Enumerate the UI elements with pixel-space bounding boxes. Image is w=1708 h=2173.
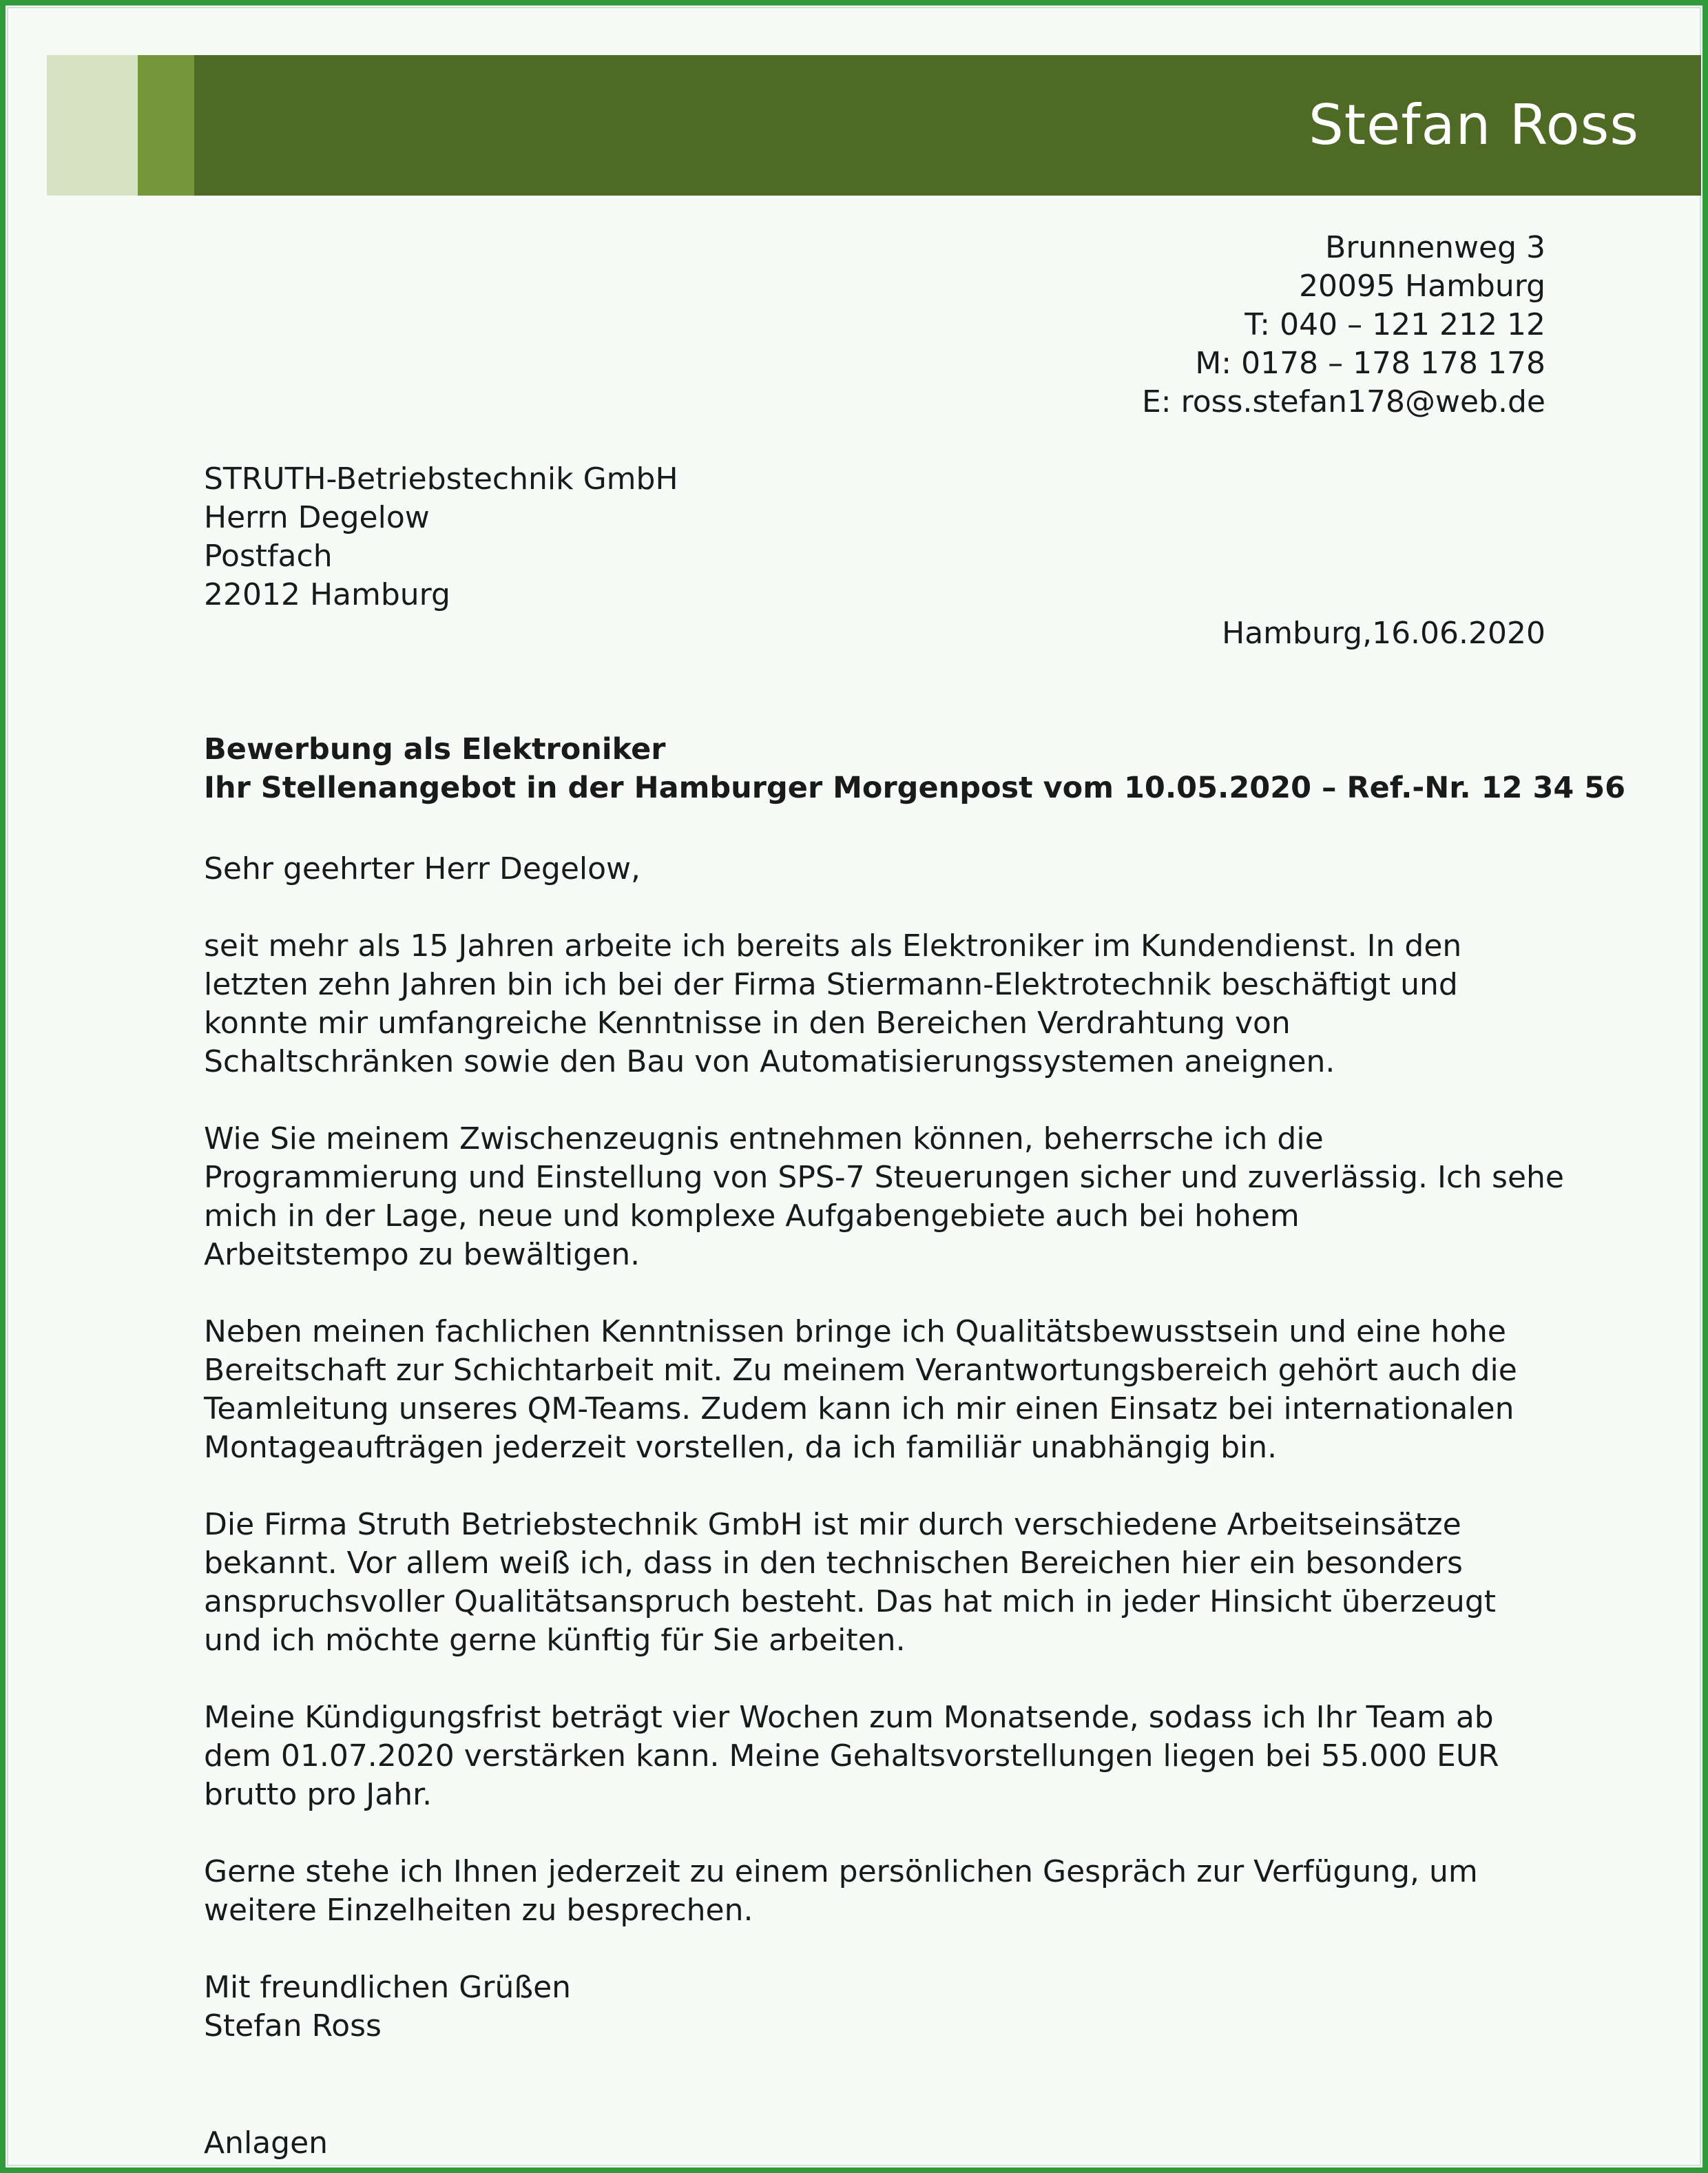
header-name: Stefan Ross [1309,93,1639,157]
closing [204,1968,571,2046]
paragraph-line: Schaltschränken sowie den Bau von Automatisierungssystemen aneignen. [204,1044,1335,1079]
paragraph-line: Neben meinen fachlichen Kenntnissen bringe ich Qualitätsbewusstsein und eine hohe [204,1314,1506,1349]
paragraph-line: Montageaufträgen jederzeit vorstellen, da ich familiär unabhängig bin. [204,1430,1278,1465]
paragraph-line: Gerne stehe ich Ihnen jederzeit zu einem persönlichen Gespräch zur Verfügung, um [204,1854,1478,1889]
paragraph-1 [204,927,1461,1081]
recipient-contact: Herrn Degelow [204,500,430,535]
subject-line-2: Ihr Stellenangebot in der Hamburger Morgenpost vom 10.05.2020 – Ref.-Nr. 12 34 56 [204,771,1626,805]
recipient-company: STRUTH-Betriebstechnik GmbH [204,461,678,497]
paragraph-line: und ich möchte gerne künftig für Sie arbeiten. [204,1623,906,1658]
paragraph-line: bekannt. Vor allem weiß ich, dass in den technischen Bereichen hier ein besonders [204,1546,1463,1581]
paragraph-line: letzten zehn Jahren bin ich bei der Firma Stiermann-Elektrotechnik beschäftigt und [204,967,1458,1002]
paragraph-line: Die Firma Struth Betriebstechnik GmbH ist mir durch verschiedene Arbeitseinsätze [204,1507,1461,1542]
recipient-city: 22012 Hamburg [204,577,450,612]
paragraph-line: konnte mir umfangreiche Kenntnisse in den Bereichen Verdrahtung von [204,1006,1291,1041]
attachments-label: Anlagen [204,2125,329,2161]
paragraph-line: dem 01.07.2020 verstärken kann. Meine Gehaltsvorstellungen liegen bei 55.000 EUR [204,1738,1499,1774]
paragraph-line: brutto pro Jahr. [204,1777,433,1812]
paragraph-5 [204,1698,1499,1814]
recipient-postbox: Postfach [204,539,333,574]
signature-name: Stefan Ross [204,2008,382,2044]
paragraph-line: Programmierung und Einstellung von SPS-7 Steuerungen sicher und zuverlässig. Ich sehe [204,1160,1564,1195]
paragraph-line: Teamleitung unseres QM-Teams. Zudem kann ich mir einen Einsatz bei internationalen [204,1391,1514,1426]
subject-line-1: Bewerbung als Elektroniker [204,732,666,767]
sender-address [1142,229,1545,422]
paragraph-3 [204,1313,1517,1467]
sender-street: Brunnenweg 3 [1325,230,1545,265]
sender-mobile: M: 0178 – 178 178 178 [1195,346,1545,381]
subject [204,730,1625,807]
paragraph-4 [204,1506,1496,1660]
sender-email: E: ross.stefan178@web.de [1141,384,1545,419]
salutation: Sehr geehrter Herr Degelow, [204,851,641,886]
header-accent-light [47,55,138,196]
paragraph-line: seit mehr als 15 Jahren arbeite ich bereits als Elektroniker im Kundendienst. In den [204,928,1462,964]
paragraph-line: mich in der Lage, neue und komplexe Aufgabengebiete auch bei hohem [204,1198,1300,1234]
paragraph-6 [204,1853,1478,1930]
paragraph-line: Wie Sie meinem Zwischenzeugnis entnehmen können, beherrsche ich die [204,1121,1324,1156]
paragraph-line: Meine Kündigungsfrist beträgt vier Wochen zum Monatsende, sodass ich Ihr Team ab [204,1700,1494,1735]
paragraph-line: anspruchsvoller Qualitätsanspruch besteht. Das hat mich in jeder Hinsicht überzeugt [204,1584,1496,1619]
paragraph-line: Bereitschaft zur Schichtarbeit mit. Zu meinem Verantwortungsbereich gehört auch die [204,1353,1517,1388]
paragraph-line: Arbeitstempo zu bewältigen. [204,1237,640,1272]
paragraph-line: weitere Einzelheiten zu besprechen. [204,1893,753,1928]
header-accent-mid [138,55,194,196]
closing-greeting: Mit freundlichen Grüßen [204,1970,572,2005]
sender-city: 20095 Hamburg [1299,269,1545,304]
letter-date: Hamburg,16.06.2020 [1222,616,1545,651]
recipient-address [204,460,678,614]
sender-phone: T: 040 – 121 212 12 [1244,307,1545,342]
paragraph-2 [204,1120,1564,1274]
